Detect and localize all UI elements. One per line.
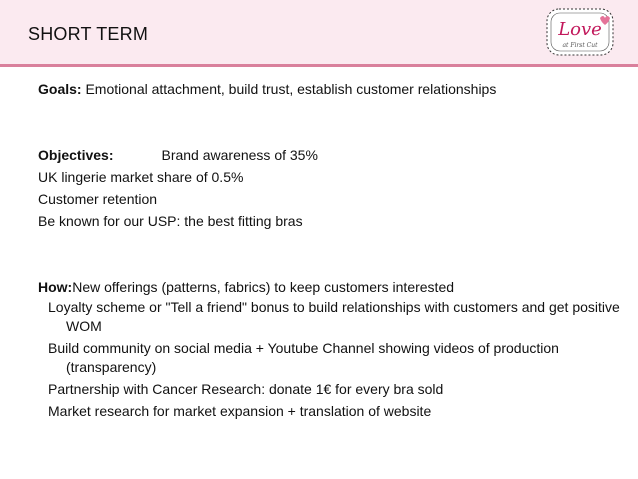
objective-item: Be known for our USP: the best fitting bras bbox=[38, 213, 303, 229]
how-line bbox=[38, 276, 623, 298]
objectives-label: Objectives: bbox=[38, 147, 114, 163]
svg-text:at First Cut: at First Cut bbox=[562, 42, 598, 49]
how-bullet-list bbox=[38, 298, 623, 421]
how-text: New offerings (patterns, fabrics) to keep customers interested bbox=[72, 279, 455, 295]
goals-text: Emotional attachment, build trust, establish customer relationships bbox=[81, 81, 497, 97]
slide-title: SHORT TERM bbox=[28, 24, 149, 44]
objective-item: UK lingerie market share of 0.5% bbox=[38, 169, 244, 185]
love-logo bbox=[544, 6, 616, 58]
slide-body bbox=[38, 78, 623, 424]
list-item: Partnership with Cancer Research: donate 1€ for every bra sold bbox=[48, 381, 444, 397]
how-label: How: bbox=[38, 279, 73, 295]
slide-header bbox=[0, 0, 638, 67]
goals-label: Goals: bbox=[38, 81, 82, 97]
list-item: Loyalty scheme or "Tell a friend" bonus to build relationships with customers and get positive WOM bbox=[48, 299, 620, 334]
objective-item: Brand awareness of 35% bbox=[161, 147, 318, 163]
list-item: Market research for market expansion + translation of website bbox=[48, 403, 432, 419]
list-item: Build community on social media + Youtube Channel showing videos of production (transparency) bbox=[48, 340, 559, 375]
svg-text:Love: Love bbox=[558, 19, 602, 40]
objectives-line bbox=[38, 144, 623, 166]
objective-item: Customer retention bbox=[38, 191, 158, 207]
goals-line bbox=[38, 78, 623, 100]
